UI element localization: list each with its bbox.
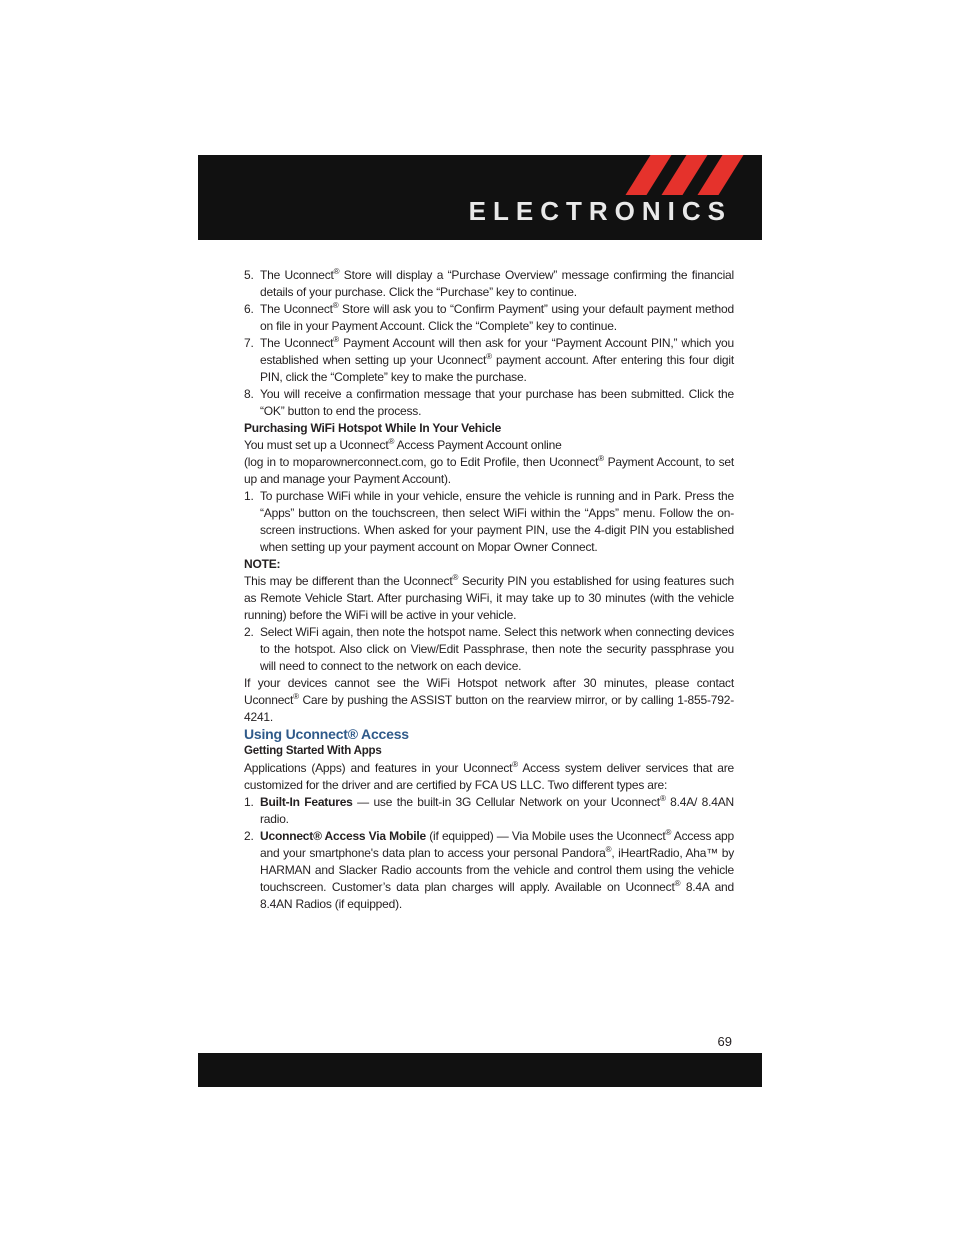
wifi-step-2: 2. Select WiFi again, then note the hotspot name. Select this network when connecting devices to the hotspot. Also click on View/Edit Passphrase, then note the security passphrase you will need to connect to the network on each device. <box>244 625 734 673</box>
access-item-2: 2. Uconnect® Access Via Mobile (if equipped) — Via Mobile uses the Uconnect® Access app and your smartphone's data plan to access your personal Pandora®, iHeartRadio, Aha™ by HARMAN and Slacker Radio accounts from the vehicle and control them using the vehicle touchscreen. Customer’s data plan charges will apply. Available on Uconnect® 8.4A and 8.4AN Radios (if equipped). <box>244 828 735 911</box>
page-number: 69 <box>717 1034 732 1049</box>
page-content <box>244 267 734 913</box>
section-title: ELECTRONICS <box>468 196 732 226</box>
wifi-note: NOTE: This may be different than the Uconnect® Security PIN you established for using features such as Remote Vehicle Start. After purchasing WiFi, it may take up to 30 minutes (with the vehicle running) before the WiFi will be active in your vehicle. <box>244 557 734 622</box>
wifi-intro: You must set up a Uconnect® Access Payment Account online (log in to moparownerconnect.com, go to Edit Profile, then Uconnect® Payment Account, to set up and manage your Payment Account). <box>244 437 734 486</box>
step-8: 8. You will receive a confirmation message that your purchase has been submitted. Click the “OK” button to end the process. <box>244 387 734 418</box>
step-6: 6. The Uconnect® Store will ask you to “Confirm Payment” using your default payment method on file in your Payment Account. Click the “Complete” key to continue. <box>244 301 734 333</box>
footer-bar <box>198 1053 762 1087</box>
step-7: 7. The Uconnect® Payment Account will then ask for your “Payment Account PIN,” which you established when setting up your Uconnect® payment account. After entering this four digit PIN, click the “Complete” key to make the purchase. <box>244 335 734 384</box>
note-label: NOTE: <box>244 557 281 571</box>
wifi-step-1: 1. To purchase WiFi while in your vehicle, ensure the vehicle is running and in Park. Press the “Apps” button on the touchscreen, then select WiFi within the “Apps” menu. Follow the on-screen instructions. When asked for your payment PIN, use the 4-digit PIN you established when setting up your payment account on Mopar Owner Connect. <box>244 489 734 554</box>
wifi-troubleshoot: If your devices cannot see the WiFi Hotspot network after 30 minutes, please contact Uconnect® Care by pushing the ASSIST button on the rearview mirror, or by calling 1-855-792-4241. <box>244 676 734 724</box>
step-5: 5. The Uconnect® Store will display a “Purchase Overview” message confirming the financial details of your purchase. Click the “Purchase” key to continue. <box>244 267 734 299</box>
access-item-1: 1. Built-In Features — use the built-in 3G Cellular Network on your Uconnect® 8.4A/ 8.4AN radio. <box>244 794 735 826</box>
access-intro: Applications (Apps) and features in your Uconnect® Access system deliver services that are customized for the driver and are certified by FCA US LLC. Two different types are: <box>244 760 734 792</box>
section-header-bar <box>198 155 762 240</box>
wifi-heading: Purchasing WiFi Hotspot While In Your Vehicle <box>244 421 502 435</box>
access-heading: Using Uconnect® Access <box>244 726 409 742</box>
access-subheading: Getting Started With Apps <box>244 745 382 757</box>
decorative-stripe-3 <box>698 155 744 195</box>
